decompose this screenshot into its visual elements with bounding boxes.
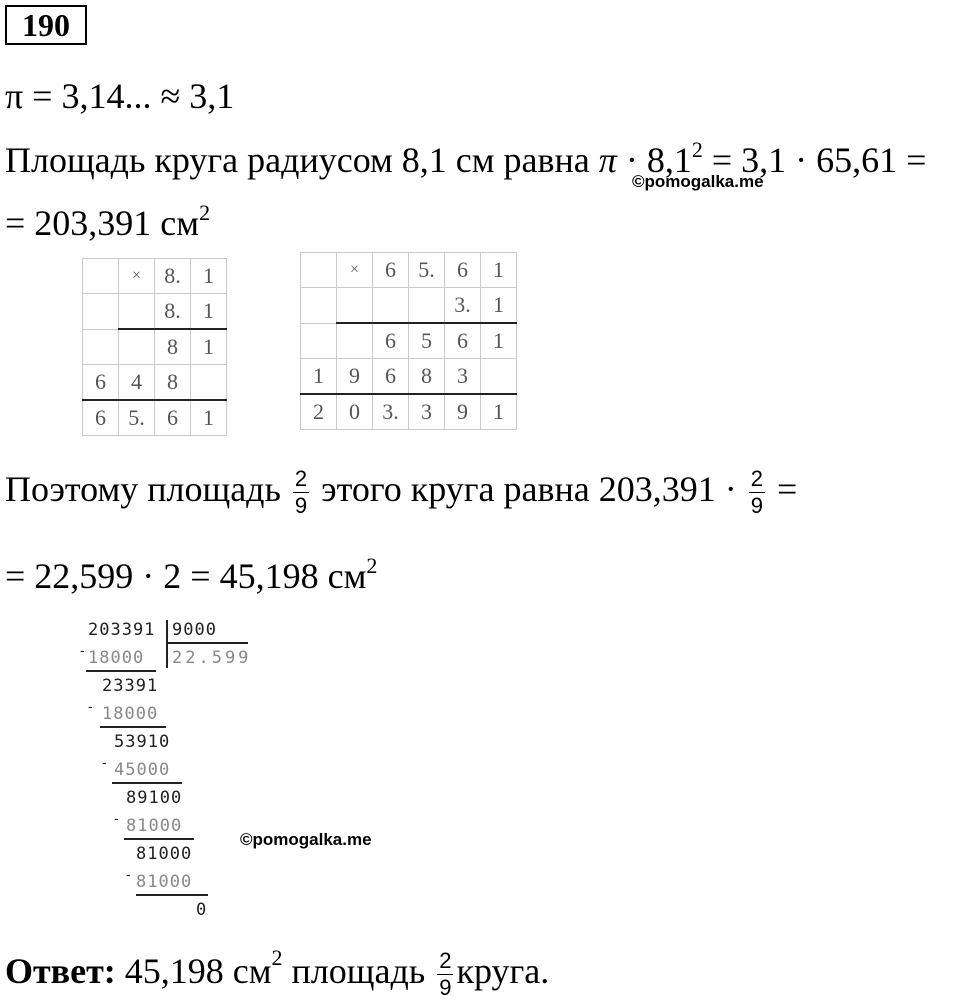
grid-cell: 0: [337, 394, 373, 430]
minus-sign: -: [88, 698, 93, 714]
grid-cell: 6: [373, 323, 409, 359]
area-formula-line: [5, 137, 927, 180]
division-step: 81000: [136, 872, 193, 892]
grid-cell: 3: [445, 359, 481, 395]
fraction-numerator: 2: [750, 466, 763, 491]
grid-cell: 6: [445, 253, 481, 288]
division-step: 81000: [136, 844, 193, 864]
fraction-denominator: 9: [294, 493, 308, 518]
times-sign: ×: [337, 253, 373, 288]
area-result-text: = 203,391 см: [5, 203, 200, 243]
times-sign: ×: [119, 259, 155, 294]
grid-cell: [119, 294, 155, 330]
multiplication-grid-8-1: [82, 258, 227, 436]
answer-label: Ответ:: [5, 950, 116, 991]
answer-suffix: круга.: [456, 950, 550, 991]
grid-cell: 4: [119, 365, 155, 401]
grid-cell: 1: [191, 329, 227, 365]
grid-cell: 1: [301, 359, 337, 395]
grid-cell: [337, 323, 373, 359]
grid-cell: 8.: [155, 259, 191, 294]
division-step: 18000: [102, 704, 159, 724]
area-result-line: [5, 200, 211, 243]
grid-cell: 9: [445, 394, 481, 430]
minus-sign: -: [126, 866, 131, 882]
watermark-top: ©pomogalka.me: [632, 172, 764, 191]
grid-cell: 6: [83, 365, 119, 401]
division-step: 89100: [126, 788, 183, 808]
fraction-two-ninths-2: [749, 468, 765, 517]
division-bar-vertical: [166, 620, 168, 668]
grid-cell: 1: [481, 323, 517, 359]
grid-cell: [409, 288, 445, 324]
grid-cell: [301, 288, 337, 324]
grid-cell: 1: [481, 288, 517, 324]
fraction-denominator: 9: [439, 975, 452, 1000]
grid-cell: 9: [337, 359, 373, 395]
answer-value: 45,198 см: [115, 950, 272, 991]
grid-cell: 3.: [445, 288, 481, 324]
answer-fraction: [437, 950, 453, 999]
result-line: [5, 553, 378, 596]
division-rule: [86, 670, 156, 672]
fraction-mid: этого круга равна 203,391 ·: [321, 468, 737, 509]
grid-cell: 8: [155, 365, 191, 401]
division-dividend: 203391: [88, 620, 156, 640]
grid-cell: [337, 288, 373, 324]
grid-cell: 1: [191, 294, 227, 330]
grid-cell: 3: [409, 394, 445, 430]
division-remainder: 0: [196, 900, 208, 920]
grid-cell: 6: [445, 323, 481, 359]
answer-line: [5, 945, 550, 1000]
minus-sign: -: [114, 810, 119, 826]
grid-cell: 8: [409, 359, 445, 395]
watermark-bottom: ©pomogalka.me: [240, 830, 372, 849]
division-rule: [124, 838, 194, 840]
fraction-two-ninths: [293, 468, 309, 517]
grid-cell: [83, 259, 119, 294]
grid-cell: 3.: [373, 394, 409, 430]
minus-sign: -: [80, 642, 85, 658]
division-step: 81000: [126, 816, 183, 836]
grid-cell: [191, 365, 227, 401]
grid-cell: 6: [373, 359, 409, 395]
grid-cell: 5.: [119, 400, 155, 436]
area-exponent: 2: [691, 137, 703, 162]
grid-cell: 2: [301, 394, 337, 430]
division-divisor: 9000: [172, 620, 217, 640]
division-step: 45000: [114, 760, 171, 780]
grid-cell: 5.: [409, 253, 445, 288]
minus-sign: -: [102, 754, 107, 770]
fraction-numerator: 2: [439, 948, 452, 973]
grid-cell: [373, 288, 409, 324]
division-rule: [112, 782, 182, 784]
grid-cell: [83, 329, 119, 365]
grid-cell: 1: [481, 253, 517, 288]
division-quotient: 22.599: [172, 648, 252, 668]
result-exponent: 2: [366, 553, 378, 578]
task-number: 190: [5, 5, 87, 45]
fraction-prefix: Поэтому площадь: [5, 468, 281, 509]
grid-cell: 1: [191, 400, 227, 436]
pi-symbol: π: [598, 140, 617, 180]
grid-cell: 6: [373, 253, 409, 288]
fraction-numerator: 2: [294, 466, 308, 491]
area-result-exponent: 2: [199, 200, 211, 225]
division-rule: [136, 894, 208, 896]
grid-cell: 8.: [155, 294, 191, 330]
grid-cell: 1: [481, 394, 517, 430]
division-rule: [100, 726, 166, 728]
area-mid: · 8,1: [616, 140, 692, 180]
area-prefix: Площадь круга радиусом 8,1 см равна: [5, 140, 599, 180]
grid-cell: 8: [155, 329, 191, 365]
grid-cell: [481, 359, 517, 395]
fraction-denominator: 9: [750, 493, 763, 518]
division-step: 18000: [88, 648, 145, 668]
grid-cell: 5: [409, 323, 445, 359]
division-step: 53910: [114, 732, 171, 752]
grid-cell: [301, 253, 337, 288]
result-text: = 22,599 · 2 = 45,198 см: [5, 556, 367, 596]
division-step: 23391: [102, 676, 159, 696]
area-rest: = 3,1 · 65,61 =: [702, 140, 927, 180]
pi-approximation: π = 3,14... ≈ 3,1: [5, 76, 235, 116]
multiplication-grid-65-61: [300, 252, 517, 430]
grid-cell: 6: [155, 400, 191, 436]
grid-cell: [83, 294, 119, 330]
fraction-line: [5, 468, 797, 517]
division-bar-horizontal: [166, 642, 248, 644]
fraction-suffix: =: [776, 468, 798, 509]
grid-cell: 1: [191, 259, 227, 294]
answer-mid: площадь: [282, 950, 426, 991]
answer-exponent: 2: [271, 945, 283, 970]
grid-cell: [119, 329, 155, 365]
grid-cell: 6: [83, 400, 119, 436]
grid-cell: [301, 323, 337, 359]
